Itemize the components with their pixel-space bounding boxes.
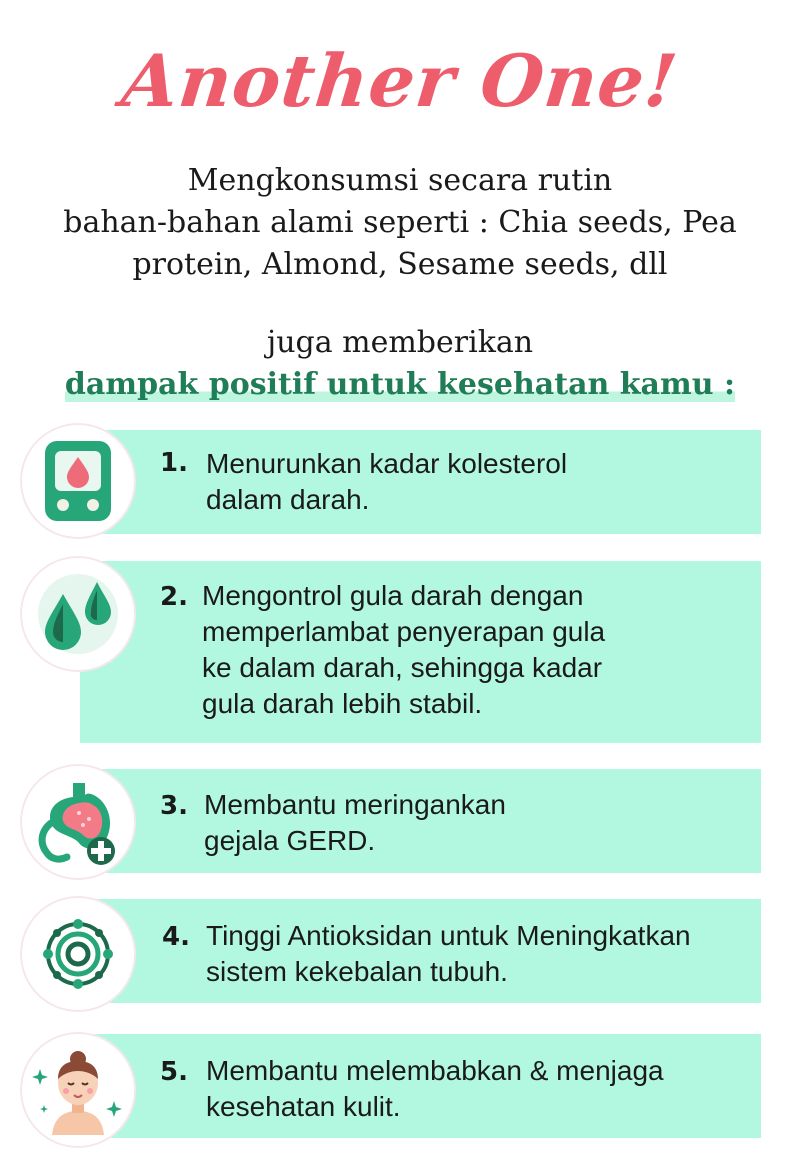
benefit-text-3 xyxy=(204,787,506,859)
benefit-text-2 xyxy=(202,578,605,722)
page-title: Another One! xyxy=(117,38,683,123)
sub-line: juga memberikan xyxy=(266,325,534,360)
stomach-icon xyxy=(33,777,123,867)
benefit-line: Mengontrol gula darah dengan xyxy=(202,580,584,611)
benefit-line: memperlambat penyerapan gula xyxy=(202,616,606,647)
benefit-number-5: 5. xyxy=(160,1057,188,1087)
benefit-text-5 xyxy=(206,1053,664,1125)
benefit-number-3: 3. xyxy=(160,791,188,821)
benefit-number-1: 1. xyxy=(160,448,188,478)
benefit-icon-circle-3 xyxy=(22,766,134,878)
benefit-number-2: 2. xyxy=(160,582,188,612)
intro-text xyxy=(30,160,770,286)
skin-care-icon xyxy=(30,1045,126,1135)
intro-line: protein, Almond, Sesame seeds, dll xyxy=(132,247,668,282)
benefit-text-4 xyxy=(206,918,691,990)
benefit-icon-circle-4 xyxy=(22,898,134,1010)
water-drops-icon xyxy=(33,572,123,656)
glucometer-icon xyxy=(41,439,115,523)
intro-line: bahan-bahan alami seperti : Chia seeds, Pea xyxy=(63,205,737,240)
benefit-line: dalam darah. xyxy=(206,484,370,515)
benefit-line: gula darah lebih stabil. xyxy=(202,688,483,719)
benefit-text-1 xyxy=(206,446,567,518)
benefit-line: Membantu melembabkan & menjaga xyxy=(206,1055,664,1086)
benefit-line: ke dalam darah, sehingga kadar xyxy=(202,652,603,683)
benefit-line: Menurunkan kadar kolesterol xyxy=(206,448,568,479)
highlight-text: dampak positif untuk kesehatan kamu : xyxy=(64,367,736,402)
benefit-icon-circle-1 xyxy=(22,425,134,537)
benefit-number-4: 4. xyxy=(162,922,190,952)
benefit-line: gejala GERD. xyxy=(204,825,376,856)
benefit-icon-circle-2 xyxy=(22,558,134,670)
benefit-icon-circle-5 xyxy=(22,1034,134,1146)
benefit-line: kesehatan kulit. xyxy=(206,1091,401,1122)
highlight-line xyxy=(30,364,770,406)
intro-line: Mengkonsumsi secara rutin xyxy=(187,163,613,198)
antioxidant-icon xyxy=(40,916,116,992)
benefit-line: Membantu meringankan xyxy=(204,789,506,820)
benefit-line: sistem kekebalan tubuh. xyxy=(206,956,508,987)
benefit-line: Tinggi Antioksidan untuk Meningkatkan xyxy=(206,920,691,951)
